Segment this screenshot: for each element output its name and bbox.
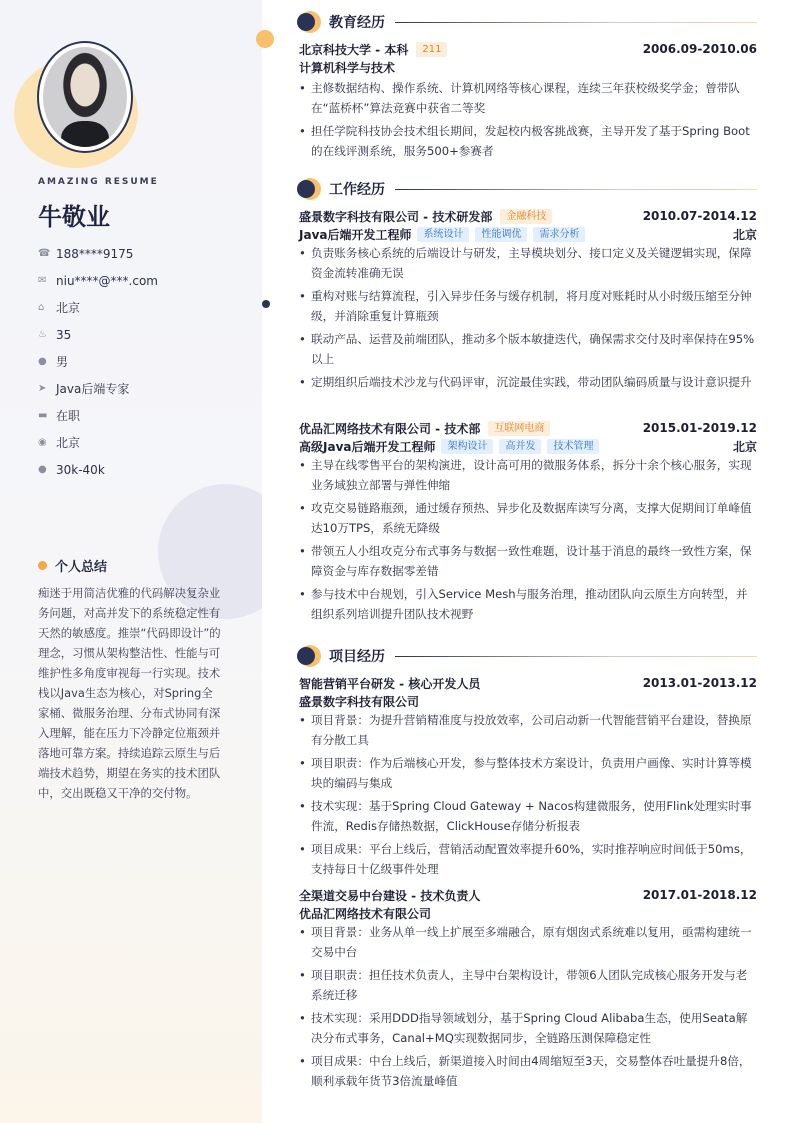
list-item: • 技术实现：基于Spring Cloud Gateway + Nacos构建微服务，使用Flink处理实时事件流，Redis存储热数据，ClickHouse存储分析报表 bbox=[299, 797, 757, 836]
list-item: • 项目背景：业务从单一线上扩展至多端融合，原有烟囱式系统难以复用，亟需构建统一交易中台 bbox=[299, 923, 757, 962]
project-1-bullets bbox=[299, 711, 757, 883]
projects-section-heading: 项目经历 bbox=[299, 645, 757, 667]
list-item: • 带领五人小组攻克分布式事务与数据一致性难题，设计基于消息的最终一致性方案，保障资金与库存数据零差错 bbox=[299, 542, 757, 581]
skill-tag: 技术管理 bbox=[547, 439, 599, 454]
cake-icon: ♨ bbox=[38, 329, 47, 340]
project-2-row: 全渠道交易中台建设 - 技术负责人 2017.01-2018.12 bbox=[299, 888, 757, 903]
info-home: ⌂ 北京 bbox=[38, 301, 81, 315]
industry-tag: 互联网电商 bbox=[488, 421, 550, 436]
info-position: ➤ Java后端专家 bbox=[38, 382, 130, 396]
info-email: ✉ niu****@***.com bbox=[38, 273, 158, 288]
candidate-name: 牛敬业 bbox=[38, 203, 110, 231]
skill-tag: 架构设计 bbox=[441, 439, 493, 454]
list-item: • 主导在线零售平台的架构演进，设计高可用的微服务体系，拆分十余个核心服务，实现业务域独立部署与弹性伸缩 bbox=[299, 456, 757, 495]
list-item: • 项目成果：平台上线后，营销活动配置效率提升60%，实时推荐响应时间低于50ms，支持每日十亿级事件处理 bbox=[299, 840, 757, 879]
info-salary: ● 30k-40k bbox=[38, 462, 105, 477]
list-item: • 项目成果：中台上线后，新渠道接入时间由4周缩短至3天，交易整体吞吐量提升8倍，顺利承载年货节3倍流量峰值 bbox=[299, 1052, 757, 1091]
skill-tag: 性能调优 bbox=[475, 227, 527, 242]
section-bullet-icon bbox=[299, 178, 321, 200]
info-age: ♨ 35 bbox=[38, 327, 72, 342]
skill-tag: 系统设计 bbox=[417, 227, 469, 242]
school-tag: 211 bbox=[416, 42, 447, 57]
info-status: ▬ 在职 bbox=[38, 409, 81, 423]
job-1-role-row: Java后端开发工程师 系统设计 性能调优 需求分析 北京 bbox=[299, 227, 757, 242]
list-item: • 重构对账与结算流程，引入异步任务与缓存机制，将月度对账耗时从小时级压缩至分钟级，并消除重复计算瓶颈 bbox=[299, 287, 757, 326]
job-2-row: 优品汇网络技术有限公司 - 技术部 互联网电商 2015.01-2019.12 bbox=[299, 421, 757, 436]
info-gender: ● 男 bbox=[38, 355, 69, 369]
divider bbox=[395, 656, 757, 657]
gender-icon: ● bbox=[38, 356, 47, 367]
project-2-bullets bbox=[299, 923, 757, 1095]
money-icon: ● bbox=[38, 464, 47, 475]
job-1-bullets bbox=[299, 244, 757, 397]
education-bullets bbox=[299, 79, 757, 165]
tagline: AMAZING RESUME bbox=[38, 177, 159, 187]
location-icon: ◉ bbox=[38, 437, 47, 448]
project-1-company-row: 盛景数字科技有限公司 bbox=[299, 694, 420, 709]
project-1-row: 智能营销平台研发 - 核心开发人员 2013.01-2013.12 bbox=[299, 676, 757, 691]
skill-tag: 高并发 bbox=[499, 439, 541, 454]
job-2-role-row: 高级Java后端开发工程师 架构设计 高并发 技术管理 北京 bbox=[299, 439, 757, 454]
education-row: 北京科技大学 - 本科 211 2006.09-2010.06 bbox=[299, 42, 757, 57]
avatar-frame bbox=[37, 41, 133, 153]
decorative-dot bbox=[262, 300, 270, 308]
summary-text: 痴迷于用简洁优雅的代码解决复杂业务问题，对高并发下的系统稳定性有天然的敏感度。推崇“代码即设计”的理念，习惯从架构整洁性、性能与可维护性多角度审视每一行实现。技术栈以Java生态为核心，对Spring全家桶、微服务治理、分布式协同有深入理解，能在压力下冷静定位瓶颈并落地可靠方案。持续追踪云原生与后端技术趋势，期望在务实的技术团队中，交出既稳又干净的交付物。 bbox=[38, 586, 221, 800]
info-location: ◉ 北京 bbox=[38, 436, 81, 450]
section-bullet-icon bbox=[299, 645, 321, 667]
info-phone: ☎ 188****9175 bbox=[38, 246, 134, 261]
list-item: • 项目职责：担任技术负责人，主导中台架构设计，带领6人团队完成核心服务开发与老系统迁移 bbox=[299, 966, 757, 1005]
sidebar bbox=[0, 0, 262, 1123]
list-item: • 联动产品、运营及前端团队，推动多个版本敏捷迭代，确保需求交付及时率保持在95%以上 bbox=[299, 330, 757, 369]
industry-tag: 金融科技 bbox=[500, 209, 552, 224]
divider bbox=[395, 189, 757, 190]
section-bullet-icon bbox=[299, 11, 321, 33]
list-item: • 负责账务核心系统的后端设计与研发，主导模块划分、接口定义及关键逻辑实现，保障资金流转准确无误 bbox=[299, 244, 757, 283]
divider bbox=[395, 22, 757, 23]
list-item: • 参与技术中台规划，引入Service Mesh与服务治理，推动团队向云原生方向转型，并组织系列培训提升团队技术视野 bbox=[299, 585, 757, 624]
education-section-heading: 教育经历 bbox=[299, 11, 757, 33]
phone-icon: ☎ bbox=[38, 248, 51, 259]
list-item: • 攻克交易链路瓶颈，通过缓存预热、异步化及数据库读写分离，支撑大促期间订单峰值达10万TPS，系统无降级 bbox=[299, 499, 757, 538]
education-major-row: 计算机科学与技术 bbox=[299, 60, 396, 75]
send-icon: ➤ bbox=[38, 383, 47, 394]
list-item: • 项目职责：作为后端核心开发，参与整体技术方案设计，负责用户画像、实时计算等模块的编码与集成 bbox=[299, 754, 757, 793]
list-item: • 项目背景：为提升营销精准度与投放效率，公司启动新一代智能营销平台建设，替换原有分散工具 bbox=[299, 711, 757, 750]
avatar bbox=[43, 47, 127, 147]
job-2-bullets bbox=[299, 456, 757, 628]
list-item: • 担任学院科技协会技术组长期间，发起校内极客挑战赛，主导开发了基于Spring Boot的在线评测系统，服务500+参赛者 bbox=[299, 122, 757, 161]
summary-heading: 个人总结 bbox=[38, 556, 107, 575]
mail-icon: ✉ bbox=[38, 275, 47, 286]
list-item: • 主修数据结构、操作系统、计算机网络等核心课程，连续三年获校级奖学金；曾带队在“蓝桥杯”算法竞赛中获省二等奖 bbox=[299, 79, 757, 118]
contact-info-list bbox=[38, 240, 158, 483]
summary-dot-icon bbox=[38, 561, 47, 570]
list-item: • 技术实现：采用DDD指导领域划分，基于Spring Cloud Alibaba生态，使用Seata解决分布式事务，Canal+MQ实现数据同步，全链路压测保障稳定性 bbox=[299, 1009, 757, 1048]
briefcase-icon: ▬ bbox=[38, 410, 48, 421]
project-2-company-row: 优品汇网络技术有限公司 bbox=[299, 906, 432, 921]
job-1-row: 盛景数字科技有限公司 - 技术研发部 金融科技 2010.07-2014.12 bbox=[299, 209, 757, 224]
work-section-heading: 工作经历 bbox=[299, 178, 757, 200]
skill-tag: 需求分析 bbox=[533, 227, 585, 242]
decorative-dot bbox=[256, 30, 274, 48]
list-item: • 定期组织后端技术沙龙与代码评审，沉淀最佳实践，带动团队编码质量与设计意识提升 bbox=[299, 373, 757, 393]
home-icon: ⌂ bbox=[38, 302, 45, 313]
